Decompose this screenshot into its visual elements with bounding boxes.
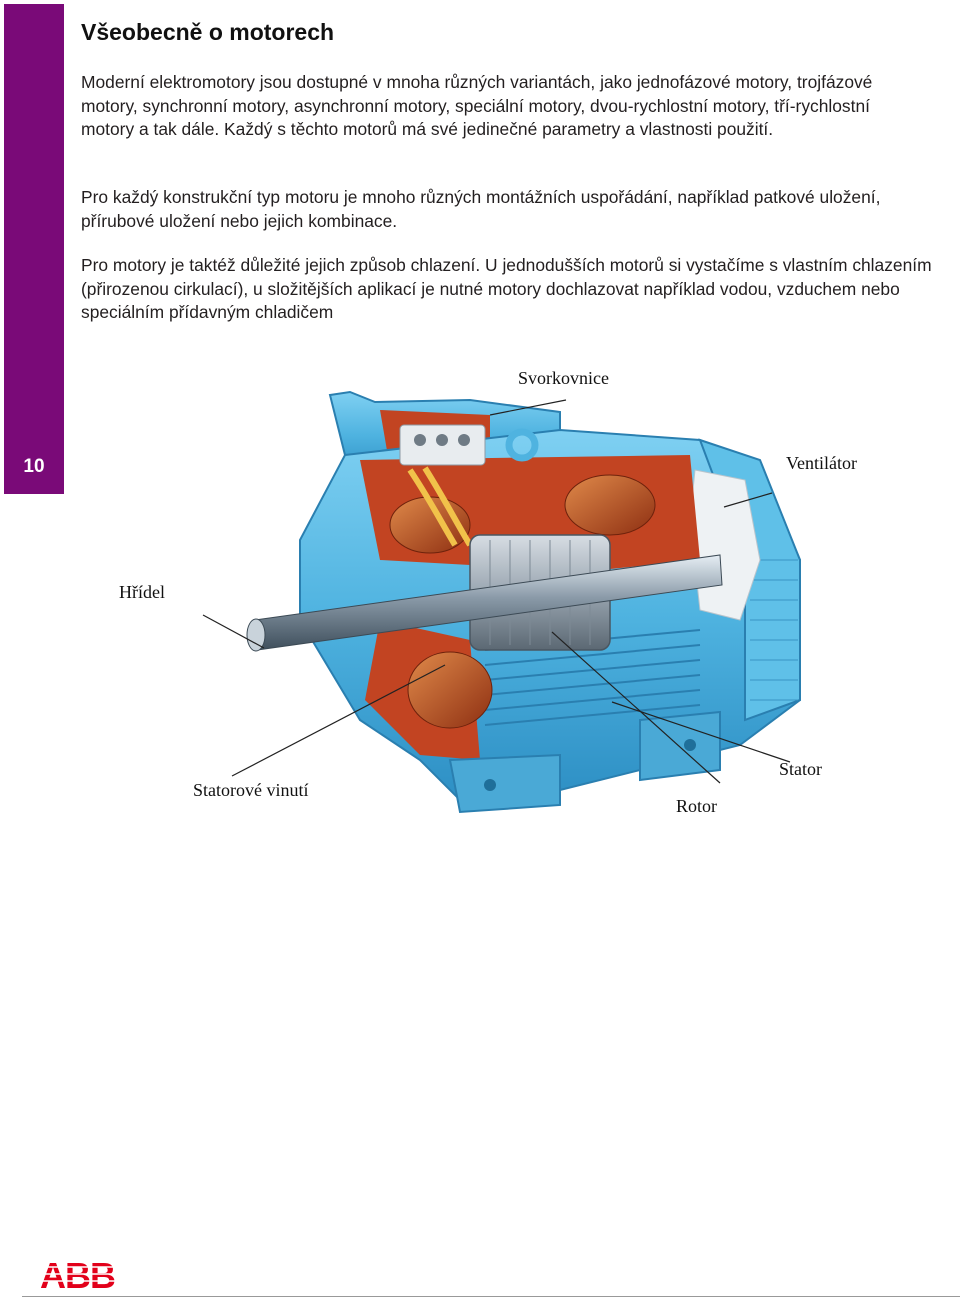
- terminal-block: [400, 425, 485, 465]
- label-hridel: Hřídel: [119, 582, 165, 602]
- label-stator: Stator: [779, 759, 822, 779]
- page-title: Všeobecně o motorech: [81, 19, 335, 45]
- label-svorkovnice: Svorkovnice: [518, 368, 609, 388]
- label-rotor: Rotor: [676, 796, 718, 816]
- paragraph-2: Pro každý konstrukční typ motoru je mnoho různých montážních uspořádání, například patkové uložení, přírubové uložení nebo jejich kombinace.: [81, 187, 881, 231]
- footer-rule: [22, 1296, 960, 1297]
- label-statorove-vinuti: Statorové vinutí: [193, 780, 309, 800]
- paragraph-1: Moderní elektromotory jsou dostupné v mnoha různých variantách, jako jednofázové motory, trojfázové motory, synchronní motory, asynchronní motory, speciální motory, dvou-rychlostní motory, tří-rychlostní motory a tak dále. Každý s těchto motorů má své jedinečné parametry a vlastnosti použití.: [81, 72, 873, 140]
- label-ventilator: Ventilátor: [786, 453, 857, 473]
- paragraph-3: Pro motory je taktéž důležité jejich způsob chlazení. U jednodušších motorů si vystačíme s vlastním chlazením (přirozenou cirkulací), u složitějších aplikací je nutné motory dochlazovat například vodou, vzduchem nebo speciálním přídavným chladičem: [81, 255, 932, 323]
- abb-logo: [40, 1258, 124, 1292]
- svg-text:ABB: ABB: [40, 1258, 115, 1292]
- page-number: 10: [23, 456, 45, 477]
